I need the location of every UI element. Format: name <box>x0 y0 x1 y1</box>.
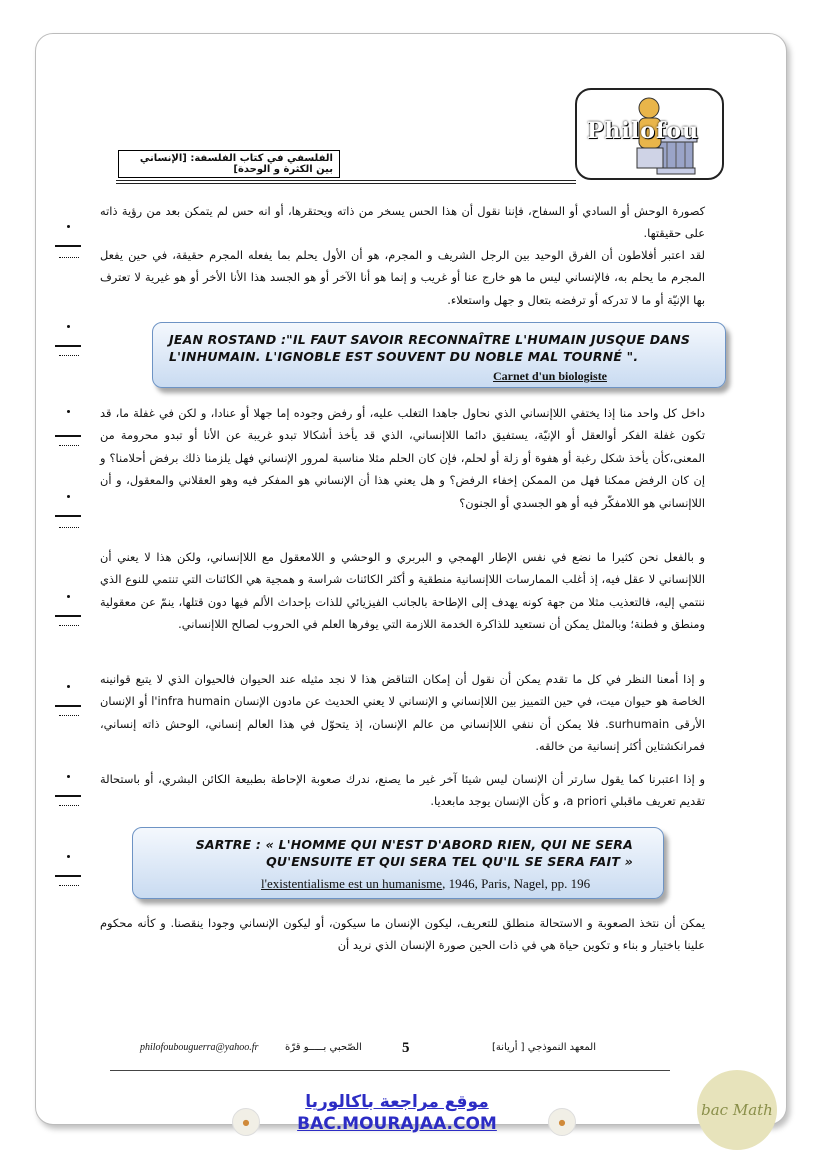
header-rule-2 <box>116 183 576 184</box>
paragraph-7: يمكن أن نتخذ الصعوبة و الاستحالة منطلق للتعريف، ليكون الإنسان ما سيكون، أو ليكون الإنساني وجودا ينقصنا. و كأنه محكوم علينا باختيار و بناء و تكوين حياة هي في ذات الحين صورة الإنسان الذي نريد أن <box>100 916 705 953</box>
logo-text: Philofou <box>587 118 700 144</box>
promo-arabic-link[interactable]: موقع مراجعة باكالوريا <box>305 1092 489 1112</box>
promo-url-link[interactable]: BAC.MOURAJAA.COM <box>297 1114 497 1134</box>
footer-author: الصّحبي بـــــو قرّة <box>285 1042 362 1053</box>
paragraph-1: كصورة الوحش أو السادي أو السفاح، فإننا نقول أن هذا الحس يسخر من ذاته ويحتقرها، أو انه حس لم يتمكن بعد من رؤية ذاته على حقيقتها. <box>100 204 705 241</box>
paragraph-4: و بالفعل نحن كثيرا ما نضع في نفس الإطار الهمجي و البربري و الوحشي و اللامعقول مع اللاإنساني، ولكن هذا لا يعني أن اللاإنساني لا عقل فيه، إذ أغلب الممارسات اللاإنسانية منطقية و أكثر الكائنات شراسة و همجية هي الكائنات التي تنتمي للنوع الذي ننتمي إليه، فالتعذيب مثلا من جهة كونه يهدف إلى الإطاحة بالجانب الفيزيائي للذات بإحداث الألم فيها دون قتلها، ينمّ عن معقولية ومنطق و فطنة؛ وبالمثل يمكن أن نستعيد للذاكرة الخدمة اللازمة التي يوفرها العلم في الحروب لصالح اللاإنساني. <box>100 550 705 632</box>
bac-math-badge: bac Math <box>697 1070 777 1150</box>
paragraph-6: و إذا اعتبرنا كما يقول سارتر أن الإنسان ليس شيئا آخر غير ما يصنع، ندرك صعوبة الإحاطة بطبيعة الكائن البشري، أو باستحالة تقديم تعريف ماقبلي a priori، و كأن الإنسان يوجد مابعديا. <box>100 772 705 809</box>
philofou-logo <box>575 88 724 180</box>
quote-sartre <box>132 827 664 899</box>
paragraph-3: داخل كل واحد منا إذا يختفي اللاإنساني الذي نحاول جاهدا التغلب عليه، أو رفض وجوده إما جهلا أو عنادا، و لكن في غفلة ما، قد تكون غفلة الفكر أوالعقل أو الإنيّة، يستفيق دائما اللاإنساني، الذي قد يأخذ أشكالا تبدو غريبة عن الأنا أو تبدو محرومة من المعنى،كأن يأخذ شكل رغبة أو هفوة أو زلة أو لحلم، فإن كان الحلم مثلا مناسبة لمرور الإنساني فهل يلزمنا ذلك برفض أحلامنا؟ و إن كان الرفض ممكنا فهل من الممكن إخفاء الرفض؟ و هل يعني هذا أن الإنساني هو المفكر فيه وهو العقلاني والمعقول، و أن اللاإنساني هو اللامفكّر فيه أو هو الجسدي أو الجنون؟ <box>100 406 705 510</box>
footer-email: philofoubouguerra@yahoo.fr <box>140 1042 259 1053</box>
page-title-text: الفلسفي في كتاب الفلسفة: [الإنساني بين الكثرة و الوحدة] <box>139 153 333 175</box>
quote-rostand-text: JEAN ROSTAND :"IL FAUT SAVOIR RECONNAÎTRE L'HUMAIN JUSQUE DANS L'INHUMAIN. L'IGNOBLE EST SOUVENT DU NOBLE MAL TOURNÉ ". <box>169 332 691 364</box>
quote-sartre-source-rest: , 1946, Paris, Nagel, pp. 196 <box>442 876 591 891</box>
margin-decoration <box>55 195 83 1075</box>
footer-rule <box>110 1070 670 1071</box>
quote-rostand-source: Carnet d'un biologiste <box>493 369 608 383</box>
quote-sartre-source-title: l'existentialisme est un humanisme <box>261 876 443 891</box>
quote-rostand <box>152 322 726 388</box>
promo-banner[interactable] <box>282 1092 512 1134</box>
site-logo-icon-left: ● <box>232 1108 260 1136</box>
site-logo-icon-right: ● <box>548 1108 576 1136</box>
page-number: 5 <box>402 1040 410 1056</box>
paragraph-2: لقد اعتبر أفلاطون أن الفرق الوحيد بين الرجل الشريف و المجرم، هو أن الأول يحلم بما يفعله المجرم حقيقة، في حين يفعل المجرم ما يحلم به، فالإنساني ليس ما هو خارج عنا أو غريب و إنما هو أنا الآخر أو هو الجسد هذا الأنا الأخر أو هو غيرية لا تعترف بها الإنيّة أو ما لا تدركه أو ترفضه بتعال و جهل واستعلاء. <box>100 248 705 307</box>
quote-sartre-text: SARTRE : « L'HOMME QUI N'EST D'ABORD RIEN, QUI NE SERA QU'ENSUITE ET QUI SERA TEL QU'IL SE SERA FAIT » <box>195 837 633 869</box>
footer-institution: المعهد النموذجي [ أريانة] <box>492 1042 596 1053</box>
paragraph-5: و إذا أمعنا النظر في كل ما تقدم يمكن أن نقول أن إمكان التناقض هذا لا نجد مثيله عند الحيوان فالحيوان الذي لا يتبع قوانينه الخاصة هو حيوان ميت، في حين التمييز بين اللاإنساني و الإنساني لا يعني الحديث عن مادون الإنسان l'infra humain أو الإنسان الأرقى surhumain. فلا يمكن أن ننفي اللاإنساني من عالم الإنسان، إذ يتحوّل في هذا العالم إنساني، الوحش ذاته إنساني، فمرانكشتاين أكثر إنسانية من خالقه. <box>100 672 705 754</box>
page-title <box>118 150 340 178</box>
quote-sartre-source <box>261 876 590 892</box>
header-rule <box>116 180 576 181</box>
